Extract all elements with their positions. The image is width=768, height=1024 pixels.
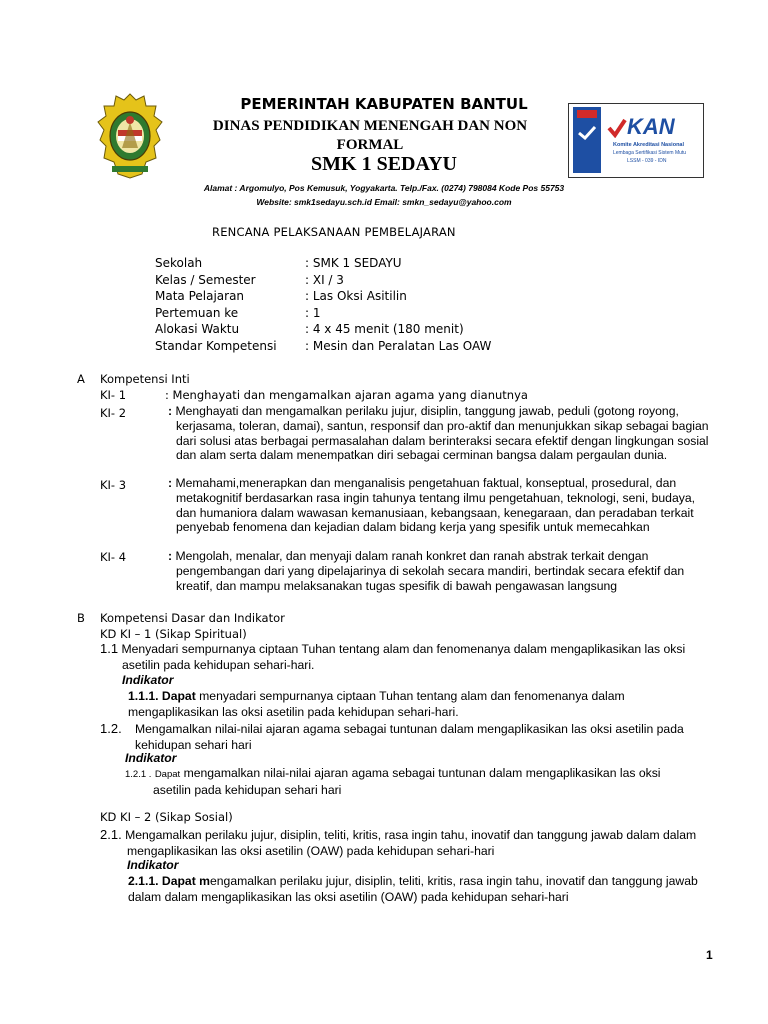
indikator-1-2: Indikator [125,751,177,765]
identity-label: Standar Kompetensi [155,339,277,353]
kd-1-2-text: Mengamalkan nilai-nilai ajaran agama sebagai tuntunan dalam mengaplikasikan las oksi asetilin pada kehidupan sehari hari [135,722,684,752]
header-line2: DINAS PENDIDIKAN MENENGAH DAN NON FORMAL [212,118,528,153]
kd-2-1-text: Mengamalkan perilaku jujur, disiplin, teliti, kritis, rasa ingin tahu, inovatif dan tanggung jawab dalam dalam mengaplikasikan las oksi asetilin (OAW) pada kehidupan sehari-hari [125,828,697,858]
ki3-block [168,476,713,535]
kan-text: KAN [627,114,675,139]
identity-label: Sekolah [155,256,203,270]
ki2-block [168,404,713,463]
header-website: Website: smk1sedayu.sch.id Email: smkn_sedayu@yahoo.com [256,197,512,207]
identity-value: : XI / 3 [305,273,344,287]
section-a-letter: A [77,372,85,386]
ki4-colon: : [168,549,173,563]
ind-2-1-1-text: engamalkan perilaku jujur, disiplin, teliti, kritis, rasa ingin tahu, inovatif dan tanggung jawab dalam dalam mengaplikasikan las oksi asetilin (OAW) pada kehidupan sehari-hari [128,874,698,904]
ind-2-1-1-dapat: Dapat m [161,874,210,888]
ki3-label: KI- 3 [100,478,127,492]
kd-2-1 [100,827,710,859]
identity-label: Kelas / Semester [155,273,256,287]
ind-1-2-1-num: 1.2.1 . [125,769,152,780]
ind-1-1-1-dapat: Dapat [161,689,196,703]
ind-1-2-1 [125,766,685,798]
identity-value: : 4 x 45 menit (180 menit) [305,322,464,336]
kd-1-2 [100,721,718,753]
kd2-title: KD KI – 2 (Sikap Sosial) [100,810,233,824]
ind-1-2-1-dapat: Dapat [154,769,181,780]
page-number: 1 [706,948,713,962]
kan-sub2: Lembaga Sertifikasi Sistem Mutu [613,150,687,156]
ind-1-1-1-num: 1.1.1. [128,689,159,703]
doc-title: RENCANA PELAKSANAAN PEMBELAJARAN [212,225,456,239]
ind-1-1-1 [128,689,688,720]
ind-1-2-1-text: mengamalkan nilai-nilai ajaran agama sebagai tuntunan dalam mengaplikasikan las oksi asetilin pada kehidupan sehari hari [153,766,661,797]
header-address-block [0,181,768,209]
ind-2-1-1-num: 2.1.1. [128,874,159,888]
ki4-label: KI- 4 [100,550,127,564]
kd-1-1-text: Menyadari sempurnanya ciptaan Tuhan tentang alam dan fenomenanya dalam mengaplikasikan las oksi asetilin pada kehidupan sehari-hari. [121,642,686,672]
kd-2-1-num: 2.1. [100,827,122,842]
kd-1-1-num: 1.1 [100,641,119,656]
kan-sub3: LSSM - 039 - IDN [627,158,667,164]
ki1-label: KI- 1 [100,388,127,402]
identity-value: : 1 [305,306,321,320]
identity-label: Pertemuan ke [155,306,239,320]
identity-value: : Las Oksi Asitilin [305,289,407,303]
ki4-block [168,549,713,593]
section-b-letter: B [77,611,85,625]
section-b-title: Kompetensi Dasar dan Indikator [100,611,285,625]
kan-sub1: Komite Akreditasi Nasional [613,142,685,148]
ind-2-1-1 [128,874,718,905]
ki1-text: : Menghayati dan mengamalkan ajaran agama yang dianutnya [165,388,528,402]
indikator-2-1: Indikator [127,858,179,872]
identity-label: Mata Pelajaran [155,289,245,303]
header-line1: PEMERINTAH KABUPATEN BANTUL [240,95,528,113]
checkmark-icon [578,126,596,140]
identity-label: Alokasi Waktu [155,322,240,336]
identity-value: : SMK 1 SEDAYU [305,256,402,270]
indikator-1-1: Indikator [122,673,174,687]
ki4-text: Mengolah, menalar, dan menyaji dalam ranah konkret dan ranah abstrak terkait dengan pengembangan dari yang dipelajarinya di sekolah secara mandiri, bertindak secara efektif dan kreatif, dan mampu melaksanakan tugas spesifik di bawah pengawasan langsung [175,549,685,593]
kd-1-2-num: 1.2. [100,721,122,736]
section-a-title: Kompetensi Inti [100,372,190,386]
ki2-label: KI- 2 [100,406,127,420]
kan-check-icon [607,118,627,138]
ki3-colon: : [168,476,173,490]
identity-value: : Mesin dan Peralatan Las OAW [305,339,492,353]
header-school-name: SMK 1 SEDAYU [311,153,457,175]
ki2-text: Menghayati dan mengamalkan perilaku jujur, disiplin, tanggung jawab, peduli (gotong royong, kerjasama, toleran, damai), santun, responsif dan pro-aktif dan menunjukkan sikap sebagai bagian dari solusi atas berbagai permasalahan dalam berinteraksi secara efektif dengan lingkungan sosial dan alam serta dalam menempatkan diri sebagai cerminan bangsa dalam pergaulan dunia. [175,404,709,463]
kd-1-1 [100,641,710,673]
header-address: Alamat : Argomulyo, Pos Kemusuk, Yogyakarta. Telp./Fax. (0274) 798084 Kode Pos 55753 [203,183,565,193]
ki2-colon: : [168,404,173,418]
ind-1-1-1-text: menyadari sempurnanya ciptaan Tuhan tentang alam dan fenomenanya dalam mengaplikasikan las oksi asetilin pada kehidupan sehari-hari. [128,689,625,719]
ki3-text: Memahami,menerapkan dan menganalisis pengetahuan faktual, konseptual, prosedural, dan metakognitif berdasarkan rasa ingin tahunya tentang ilmu pengetahuan, teknologi, seni, budaya, dan humaniora dalam wawasan kemanusiaan, kebangsaan, kenegaraan, dan peradaban terkait penyebab fenomena dan kejadian dalam bidang kerja yang spesifik untuk memecahkan [175,476,695,535]
kd1-title: KD KI – 1 (Sikap Spiritual) [100,627,247,641]
